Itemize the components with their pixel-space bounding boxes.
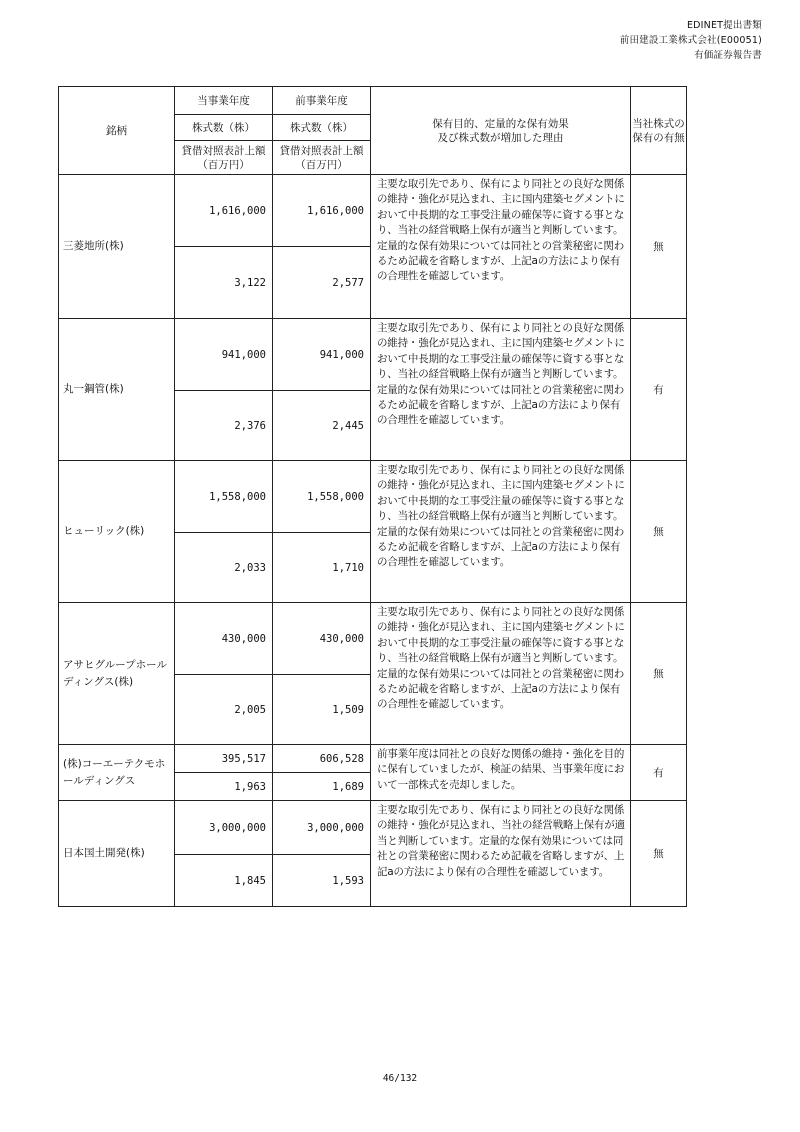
book-value-current: 2,376 [175,391,273,461]
header-purpose-line-1: 保有目的、定量的な保有効果 [432,117,569,130]
stock-name: 三菱地所(株) [59,175,175,319]
holding-purpose: 主要な取引先であり、保有により同社との良好な関係の維持・強化が見込まれ、当社の経営戦略上保有が適当と判断しています。定量的な保有効果については同社との営業秘密に関わるため記載を省略しますが、上記aの方法により保有の合理性を確認しています。 [371,801,631,907]
document-header [620,18,762,63]
table-row [59,801,687,855]
shares-previous: 3,000,000 [273,801,371,855]
stock-name: 日本国土開発(株) [59,801,175,907]
header-ownership-line-2: 保有の有無 [632,131,685,144]
stock-name: アサヒグループホールディングス(株) [59,603,175,745]
table-row [59,745,687,773]
book-value-previous: 2,577 [273,247,371,319]
book-value-previous: 1,710 [273,533,371,603]
header-ownership [631,87,687,175]
ownership-status: 無 [631,801,687,907]
header-line-1: EDINET提出書類 [686,20,762,31]
table-row [59,175,687,247]
book-value-current: 3,122 [175,247,273,319]
header-book-value-line-2: （百万円） [197,158,250,171]
holding-purpose: 主要な取引先であり、保有により同社との良好な関係の維持・強化が見込まれ、主に国内建築セグメントにおいて中長期的な工事受注量の確保等に資する事となり、当社の経営戦略上保有が適当と判断しています。定量的な保有効果については同社との営業秘密に関わるため記載を省略しますが、上記aの方法により保有の合理性を確認しています。 [371,461,631,603]
book-value-previous: 1,509 [273,675,371,745]
header-book-value-line-1: 貸借対照表計上額 [181,144,266,157]
ownership-status: 無 [631,175,687,319]
table-row [59,461,687,533]
shares-previous: 1,616,000 [273,175,371,247]
header-doc-type: 有価証券報告書 [694,50,762,61]
table-row [59,603,687,675]
stock-name: ヒューリック(株) [59,461,175,603]
shares-current: 430,000 [175,603,273,675]
stock-name: 丸一鋼管(株) [59,319,175,461]
header-company: 前田建設工業株式会社(E00051) [619,35,762,46]
holding-purpose: 主要な取引先であり、保有により同社との良好な関係の維持・強化が見込まれ、主に国内建築セグメントにおいて中長期的な工事受注量の確保等に資する事となり、当社の経営戦略上保有が適当と判断しています。定量的な保有効果については同社との営業秘密に関わるため記載を省略しますが、上記aの方法により保有の合理性を確認しています。 [371,319,631,461]
header-previous-year: 前事業年度 [273,87,371,115]
header-book-value-line-2: （百万円） [295,158,348,171]
ownership-status: 有 [631,745,687,801]
book-value-current: 1,963 [175,773,273,801]
shares-current: 1,558,000 [175,461,273,533]
stock-name: (株)コーエーテクモホールディングス [59,745,175,801]
page-number: 46/132 [382,1073,418,1084]
shares-previous: 430,000 [273,603,371,675]
book-value-previous: 1,593 [273,855,371,907]
shares-previous: 606,528 [273,745,371,773]
holding-purpose: 主要な取引先であり、保有により同社との良好な関係の維持・強化が見込まれ、主に国内建築セグメントにおいて中長期的な工事受注量の確保等に資する事となり、当社の経営戦略上保有が適当と判断しています。定量的な保有効果については同社との営業秘密に関わるため記載を省略しますが、上記aの方法により保有の合理性を確認しています。 [371,175,631,319]
header-current-year: 当事業年度 [175,87,273,115]
shares-current: 3,000,000 [175,801,273,855]
book-value-current: 2,033 [175,533,273,603]
ownership-status: 無 [631,461,687,603]
table-row [59,319,687,391]
book-value-current: 1,845 [175,855,273,907]
ownership-status: 有 [631,319,687,461]
table-body [59,175,687,907]
header-shares-previous: 株式数（株） [273,115,371,141]
shares-current: 1,616,000 [175,175,273,247]
header-purpose-line-2: 及び株式数が増加した理由 [437,131,564,144]
book-value-previous: 2,445 [273,391,371,461]
header-purpose [371,87,631,175]
header-book-value-line-1: 貸借対照表計上額 [279,144,364,157]
ownership-status: 無 [631,603,687,745]
shares-previous: 1,558,000 [273,461,371,533]
header-shares-current: 株式数（株） [175,115,273,141]
stock-holdings-table [58,86,687,907]
header-name: 銘柄 [59,87,175,175]
book-value-current: 2,005 [175,675,273,745]
holding-purpose: 前事業年度は同社との良好な関係の維持・強化を目的に保有していましたが、検証の結果、当事業年度において一部株式を売却しました。 [371,745,631,801]
header-ownership-line-1: 当社株式の [632,117,685,130]
shares-current: 395,517 [175,745,273,773]
holding-purpose: 主要な取引先であり、保有により同社との良好な関係の維持・強化が見込まれ、主に国内建築セグメントにおいて中長期的な工事受注量の確保等に資する事となり、当社の経営戦略上保有が適当と判断しています。定量的な保有効果については同社との営業秘密に関わるため記載を省略しますが、上記aの方法により保有の合理性を確認しています。 [371,603,631,745]
shares-previous: 941,000 [273,319,371,391]
table-header [59,87,687,175]
shares-current: 941,000 [175,319,273,391]
header-book-value-current [175,141,273,175]
book-value-previous: 1,689 [273,773,371,801]
header-book-value-previous [273,141,371,175]
